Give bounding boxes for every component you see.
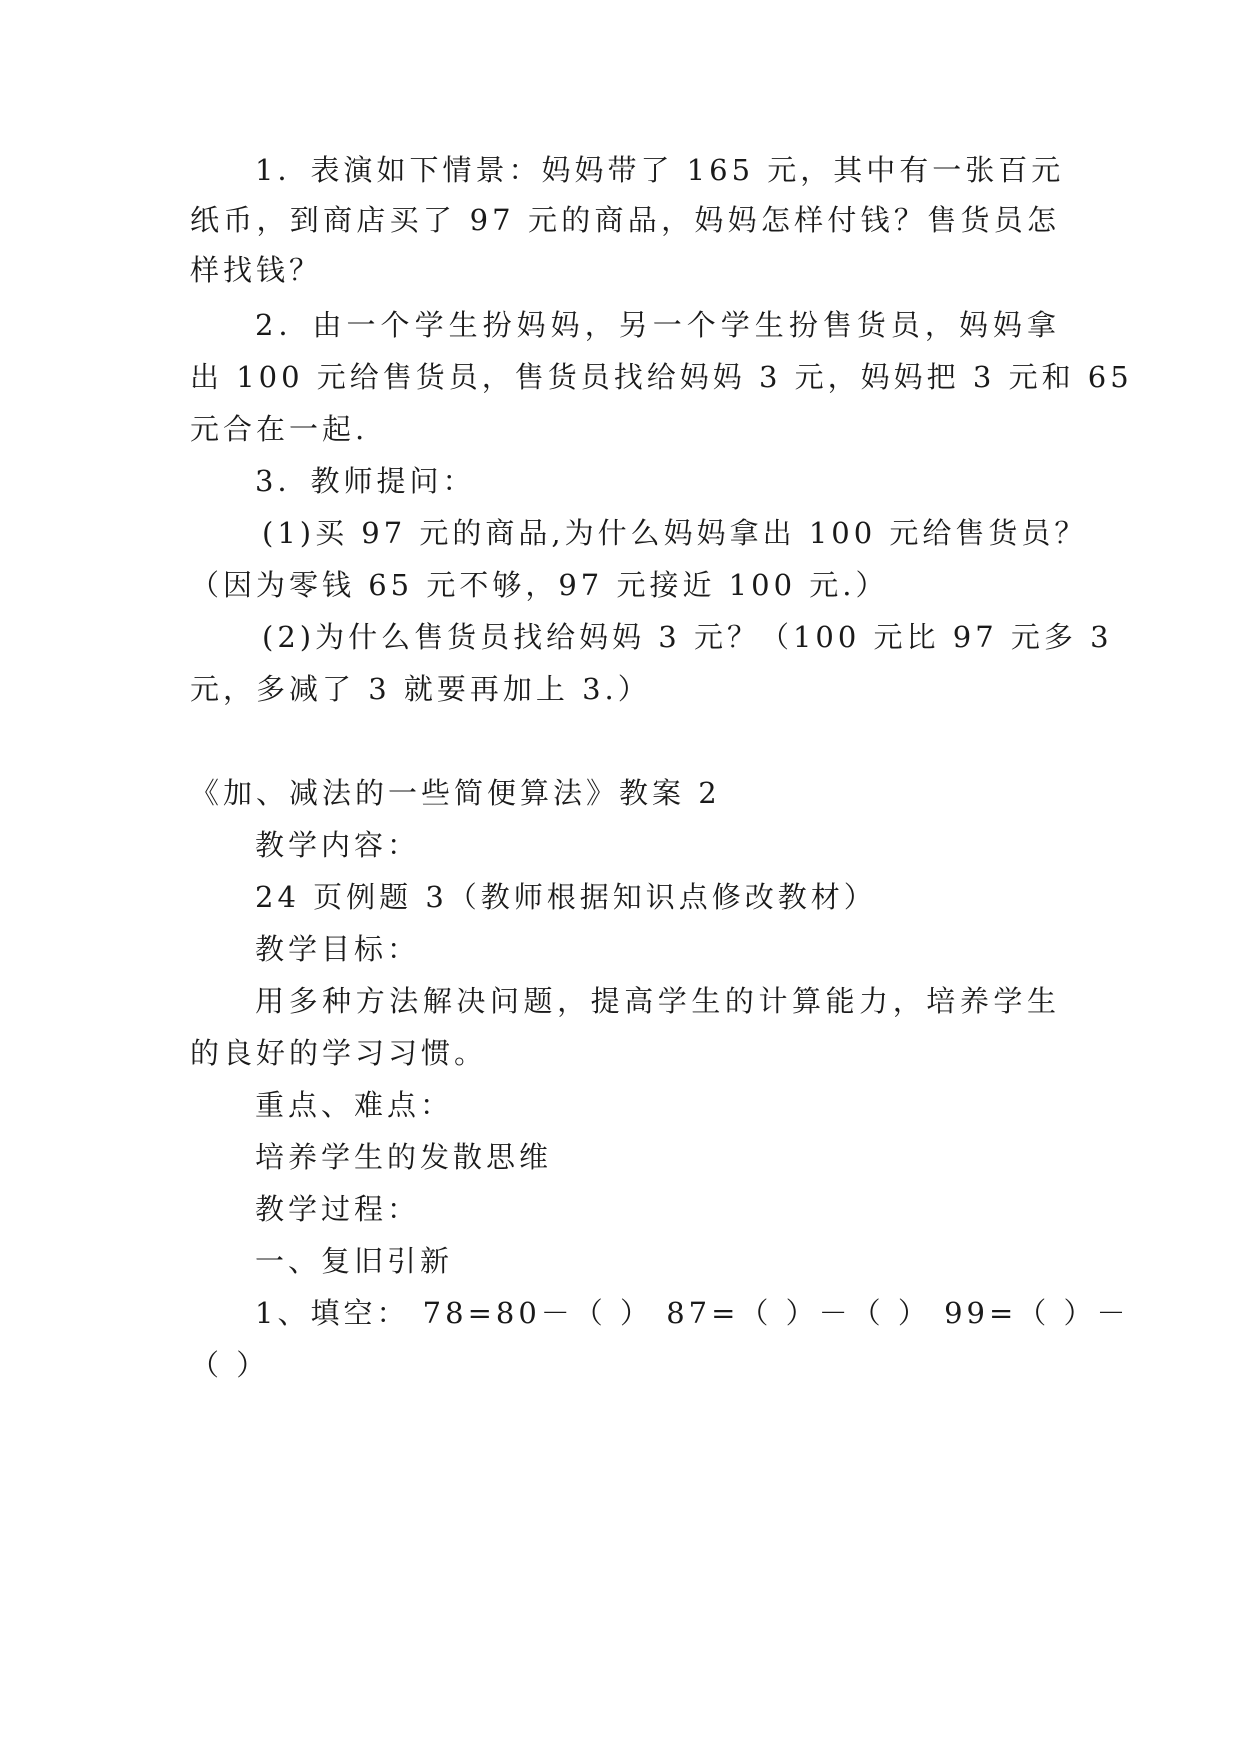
paragraph-line: (1)买 97 元的商品,为什么妈妈拿出 100 元给售货员？: [262, 516, 1088, 550]
paragraph-line: 重点、难点：: [255, 1088, 454, 1122]
paragraph-line: （ ）: [190, 1348, 270, 1382]
paragraph-line: 的良好的学习习惯。: [190, 1036, 488, 1070]
paragraph-line: 用多种方法解决问题，提高学生的计算能力，培养学生: [255, 984, 1060, 1018]
paragraph-line: 教学过程：: [255, 1192, 421, 1226]
paragraph-line: 元，多减了 3 就要再加上 3.）: [190, 672, 651, 706]
paragraph-line: 教学目标：: [255, 932, 421, 966]
paragraph-line: 2．由一个学生扮妈妈，另一个学生扮售货员，妈妈拿: [255, 308, 1060, 342]
paragraph-line: 一、复旧引新: [255, 1244, 454, 1278]
paragraph-line: 出 100 元给售货员，售货员找给妈妈 3 元，妈妈把 3 元和 65: [190, 360, 1133, 394]
paragraph-line: 纸币，到商店买了 97 元的商品，妈妈怎样付钱？售货员怎: [190, 203, 1060, 237]
paragraph-line: 培养学生的发散思维: [255, 1140, 553, 1174]
paragraph-line: 24 页例题 3（教师根据知识点修改教材）: [255, 880, 877, 914]
paragraph-line: 教学内容：: [255, 828, 421, 862]
paragraph-line: 元合在一起.: [190, 412, 369, 446]
paragraph-line: 3．教师提问：: [255, 464, 476, 498]
paragraph-line: 1、填空： 78=80－（ ） 87=（ ）－（ ） 99=（ ）－: [255, 1296, 1130, 1330]
paragraph-line: 样找钱？: [190, 253, 323, 287]
paragraph-line: （因为零钱 65 元不够，97 元接近 100 元.）: [190, 568, 889, 602]
paragraph-line: (2)为什么售货员找给妈妈 3 元？（100 元比 97 元多 3: [262, 620, 1113, 654]
paragraph-line: 1．表演如下情景：妈妈带了 165 元，其中有一张百元: [255, 153, 1065, 187]
section-title: 《加、减法的一些简便算法》教案 2: [190, 776, 721, 810]
